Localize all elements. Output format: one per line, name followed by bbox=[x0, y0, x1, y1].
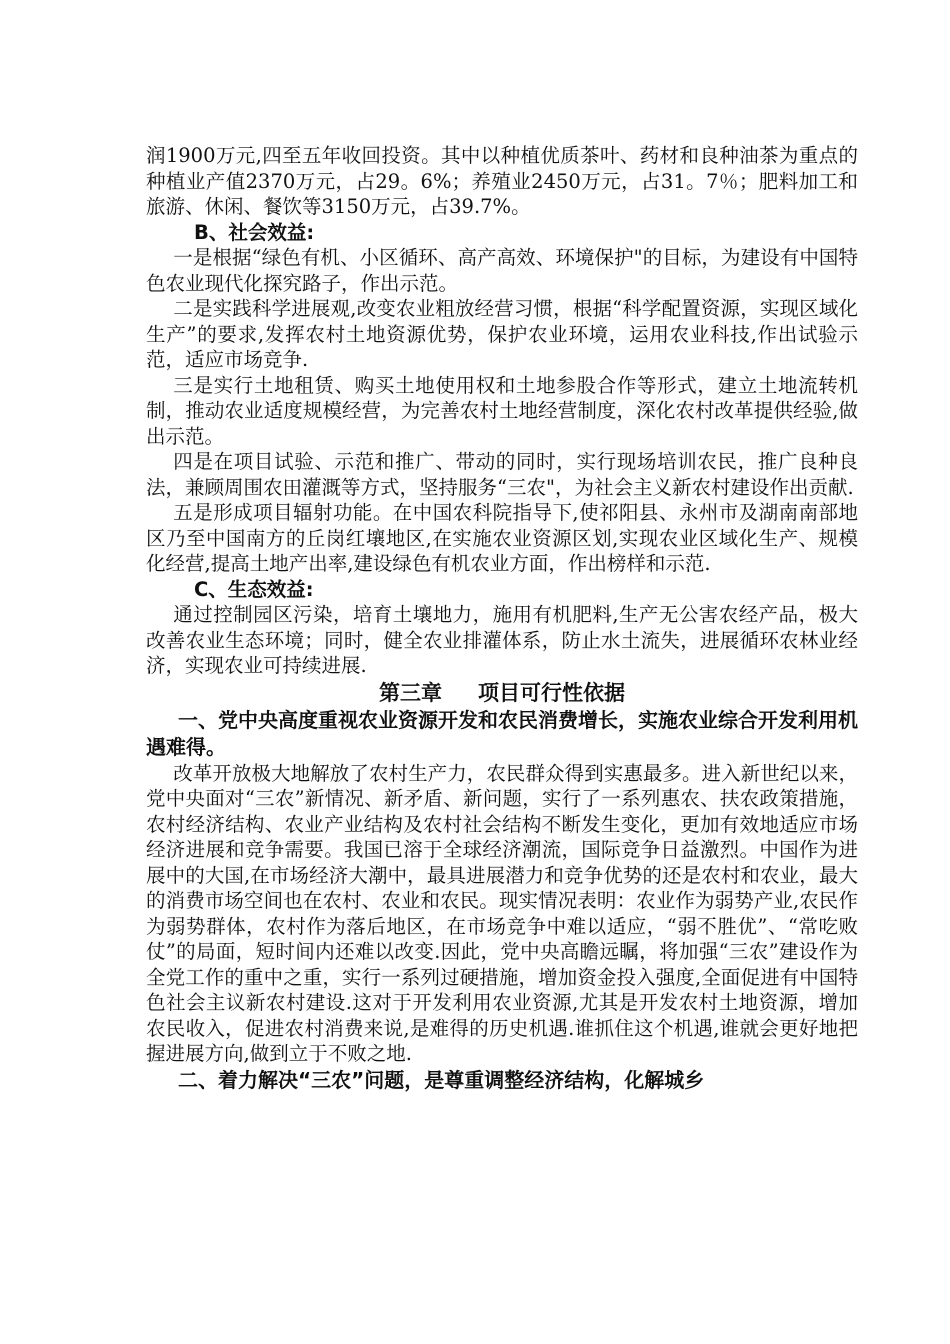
section-2-heading: 二、着力解决“三农”问题，是尊重调整经济结构，化解城乡 bbox=[178, 1067, 705, 1092]
social-benefit-item-1: 一是根据“绿色有机、小区循环、高产高效、环境保护"的目标，为建设有中国特色农业现代化探究路子，作出示范。 bbox=[146, 246, 858, 295]
intro-paragraph: 润1900万元,四至五年收回投资。其中以种植优质茶叶、药材和良种油茶为重点的种植业产值2370万元，占29。6%；养殖业2450万元，占31。7％；肥料加工和旅游、休闲、餐饮等3150万元，占39.7%。 bbox=[146, 144, 858, 218]
social-benefit-item-3: 三是实行土地租赁、购买土地使用权和土地参股合作等形式，建立土地流转机制，推动农业适度规模经营，为完善农村土地经营制度，深化农村改革提供经验,做出示范。 bbox=[146, 373, 858, 448]
chapter-number: 第三章 bbox=[379, 680, 442, 705]
social-benefit-item-2: 二是实践科学进展观,改变农业粗放经营习惯，根据“科学配置资源，实现区域化生产”的要求,发挥农村土地资源优势，保护农业环境，运用农业科技,作出试验示范，适应市场竞争. bbox=[146, 297, 858, 371]
section-1-body: 改革开放极大地解放了农村生产力，农民群众得到实惠最多。进入新世纪以来，党中央面对“三农”新情况、新矛盾、新问题，实行了一系列惠农、扶农政策措施，农村经济结构、农业产业结构及农村社会结构不断发生变化，更加有效地适应市场经济进展和竞争需要。我国已溶于全球经济潮流，国际竞争日益激烈。中国作为进展中的大国,在市场经济大潮中，最具进展潜力和竞争优势的还是农村和农业，最大的消费市场空间也在农村、农业和农民。现实情况表明：农业作为弱势产业,农民作为弱势群体，农村作为落后地区，在市场竞争中难以适应，“弱不胜优”、“常吃败仗”的局面，短时间内还难以改变.因此，党中央高瞻远瞩，将加强“三农”建设作为全党工作的重中之重，实行一系列过硬措施，增加资金投入强度,全面促进有中国特色社会主议新农村建设.这对于开发利用农业资源,尤其是开发农村土地资源，增加农民收入，促进农村消费来说,是难得的历史机遇.谁抓住这个机遇,谁就会更好地把握进展方向,做到立于不败之地. bbox=[146, 761, 858, 1065]
social-benefit-item-4: 四是在项目试验、示范和推广、带动的同时，实行现场培训农民，推广良种良法，兼顾周围农田灌溉等方式，坚持服务“三农"，为社会主义新农村建设作出贡献. bbox=[146, 450, 858, 499]
section-1-heading: 一、党中央高度重视农业资源开发和农民消费增长，实施农业综合开发利用机遇难得。 bbox=[146, 707, 858, 759]
document-page bbox=[146, 143, 858, 1094]
social-benefit-heading: B、社会效益: bbox=[194, 220, 315, 244]
chapter-heading bbox=[146, 679, 858, 707]
ecological-benefit-paragraph: 通过控制园区污染，培育土壤地力，施用有机肥料,生产无公害农经产品，极大改善农业生态环境；同时，健全农业排灌体系，防止水土流失，进展循环农林业经济，实现农业可持续进展. bbox=[146, 603, 858, 677]
social-benefit-item-5: 五是形成项目辐射功能。在中国农科院指导下,使祁阳县、永州市及湖南南部地区乃至中国南方的丘岗红壤地区,在实施农业资源区划,实现农业区域化生产、规模化经营,提高土地产出率,建设绿色有机农业方面，作出榜样和示范. bbox=[146, 501, 858, 575]
ecological-benefit-heading: C、生态效益: bbox=[194, 577, 314, 601]
chapter-title: 项目可行性依据 bbox=[478, 680, 625, 705]
